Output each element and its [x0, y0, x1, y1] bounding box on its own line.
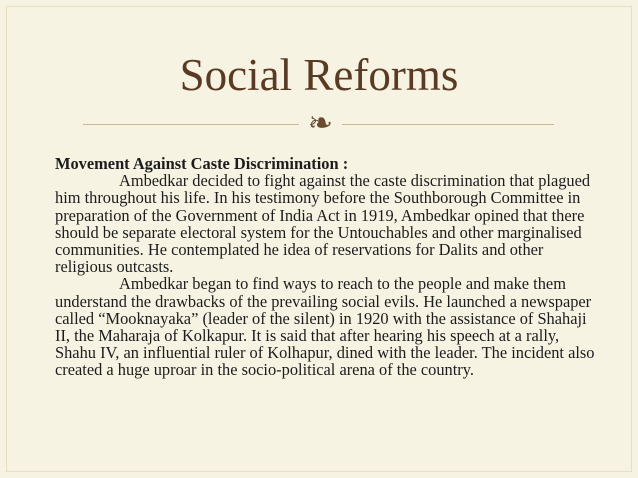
title-divider-left [83, 124, 299, 125]
paragraph-electoral: Ambedkar decided to fight against the caste discrimination that plagued him throughout his life. In his testimony before the Southborough Committee in preparation of the Government of India Act in 1919, Ambedkar opined that there should be separate electoral system for the Untouchables and other marginalised communities. He contemplated he idea of reservations for Dalits and other religious outcasts. [55, 171, 591, 277]
slide-body [55, 155, 595, 379]
floral-heart-icon: ❧ [307, 107, 334, 140]
section-heading: Movement Against Caste Discrimination : [55, 154, 349, 173]
title-divider-right [342, 124, 554, 125]
slide-title: Social Reforms [179, 50, 459, 100]
paragraph-mooknayaka: Ambedkar began to find ways to reach to the people and make them understand the drawbacks of the prevailing social evils. He launched a newspaper called “Mooknayaka” (leader of the silent) in 1920 with the assistance of Shahaji II, the Maharaja of Kolkapur. It is said that after hearing his speech at a rally, Shahu IV, an influential ruler of Kolhapur, dined with the leader. The incident also created a huge uproar in the socio-political arena of the country. [55, 274, 595, 380]
